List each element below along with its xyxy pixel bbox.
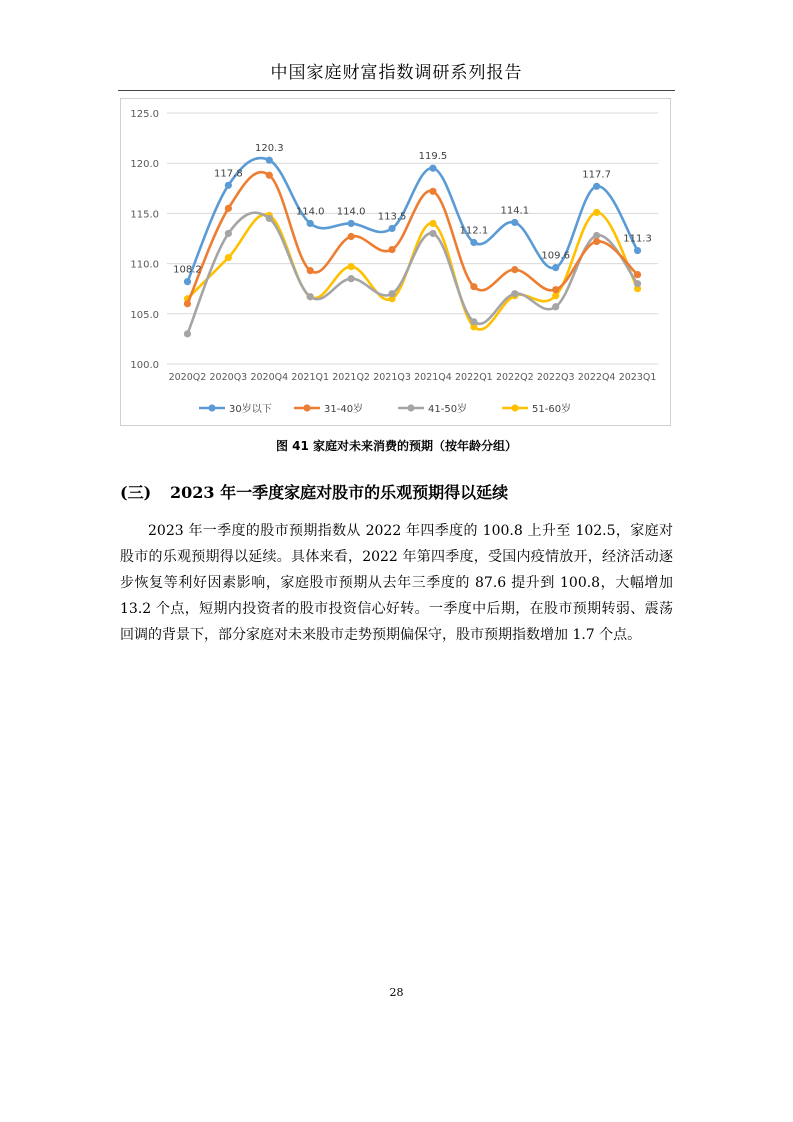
data-point [634, 247, 641, 254]
y-tick-label: 125.0 [130, 109, 159, 120]
data-point [184, 330, 191, 337]
data-point [266, 157, 273, 164]
x-tick-label: 2022Q4 [577, 372, 616, 383]
legend-marker [303, 404, 310, 411]
series-line-51-60岁 [187, 212, 637, 329]
legend-label: 30岁以下 [229, 404, 272, 415]
data-point [552, 303, 559, 310]
x-tick-label: 2022Q1 [455, 372, 493, 383]
section-title: 2023 年一季度家庭对股市的乐观预期得以延续 [170, 483, 509, 502]
data-point [307, 267, 314, 274]
data-point [388, 225, 395, 232]
section-heading [120, 480, 508, 503]
data-point [634, 280, 641, 287]
data-label: 120.3 [254, 143, 284, 155]
data-label: 112.1 [459, 225, 489, 237]
x-tick-label: 2020Q3 [209, 372, 248, 383]
data-point [388, 246, 395, 253]
y-tick-label: 115.0 [130, 209, 159, 221]
data-point [634, 271, 641, 278]
data-point [348, 275, 355, 282]
x-tick-label: 2022Q2 [495, 372, 534, 383]
data-point [388, 290, 395, 297]
data-point [593, 238, 600, 245]
data-point [593, 209, 600, 216]
data-point [266, 215, 273, 222]
data-point [511, 266, 518, 273]
data-label: 117.8 [214, 168, 243, 180]
data-point [184, 300, 191, 307]
data-label: 109.6 [541, 250, 571, 262]
data-point [429, 220, 436, 227]
legend-label: 31-40岁 [324, 404, 364, 415]
y-tick-label: 110.0 [130, 259, 159, 271]
data-point [511, 219, 518, 226]
section-number: (三) [120, 483, 152, 502]
data-point [266, 172, 273, 179]
x-tick-label: 2021Q4 [414, 372, 452, 383]
data-point [225, 230, 232, 237]
data-point [307, 220, 314, 227]
figure-caption: 图 41 家庭对未来消费的预期（按年龄分组） [275, 439, 518, 453]
data-point [225, 205, 232, 212]
page-number: 28 [389, 986, 404, 999]
running-header: 中国家庭财富指数调研系列报告 [270, 63, 523, 83]
data-label: 113.5 [377, 211, 407, 223]
data-point [470, 318, 477, 325]
data-label: 119.5 [418, 151, 448, 163]
y-tick-label: 120.0 [130, 159, 159, 171]
x-tick-label: 2020Q4 [250, 372, 289, 383]
chart-frame [120, 98, 671, 426]
y-tick-label: 105.0 [130, 309, 159, 321]
body-paragraph: 2023 年一季度的股市预期指数从 2022 年四季度的 100.8 上升至 102.5，家庭对股市的乐观预期得以延续。具体来看，2022 年第四季度，受国内疫情放开，经济活动逐步恢复等利好因素影响，家庭股市预期从去年三季度的 87.6 提升到 100.8，大幅增加 13.2 个点，短期内投资者的股市投资信心好转。一季度中后期，在股市预期转弱、震荡回调的背景下，部分家庭对未来股市走势预期偏保守，股市预期指数增加 1.7 个点。 [120, 523, 673, 643]
data-label: 114.0 [336, 206, 366, 218]
data-point [470, 239, 477, 246]
legend-label: 51-60岁 [532, 404, 572, 415]
data-point [307, 293, 314, 300]
x-tick-label: 2022Q3 [536, 372, 575, 383]
x-tick-label: 2021Q2 [332, 372, 370, 383]
data-point [552, 286, 559, 293]
data-point [552, 264, 559, 271]
data-label: 108.2 [173, 264, 202, 276]
data-label: 114.1 [500, 205, 530, 217]
data-point [470, 283, 477, 290]
data-point [429, 230, 436, 237]
data-label: 114.0 [295, 206, 325, 218]
x-tick-label: 2021Q3 [373, 372, 411, 383]
x-tick-label: 2020Q2 [168, 372, 207, 383]
data-label: 117.7 [582, 169, 611, 181]
legend-marker [208, 404, 215, 411]
data-point [348, 263, 355, 270]
legend-label: 41-50岁 [428, 404, 468, 415]
data-point [348, 220, 355, 227]
y-tick-label: 100.0 [130, 360, 159, 371]
data-point [429, 188, 436, 195]
data-point [184, 278, 191, 285]
header-divider [118, 90, 675, 91]
data-point [511, 290, 518, 297]
data-point [225, 254, 232, 261]
data-label: 111.3 [623, 233, 652, 245]
x-tick-label: 2023Q1 [618, 372, 657, 383]
data-point [593, 183, 600, 190]
x-tick-label: 2021Q1 [291, 372, 330, 383]
data-point [225, 182, 232, 189]
data-point [429, 165, 436, 172]
data-point [348, 233, 355, 240]
legend-marker [407, 404, 414, 411]
consumption-expectation-chart [121, 99, 672, 427]
legend-marker [511, 404, 518, 411]
